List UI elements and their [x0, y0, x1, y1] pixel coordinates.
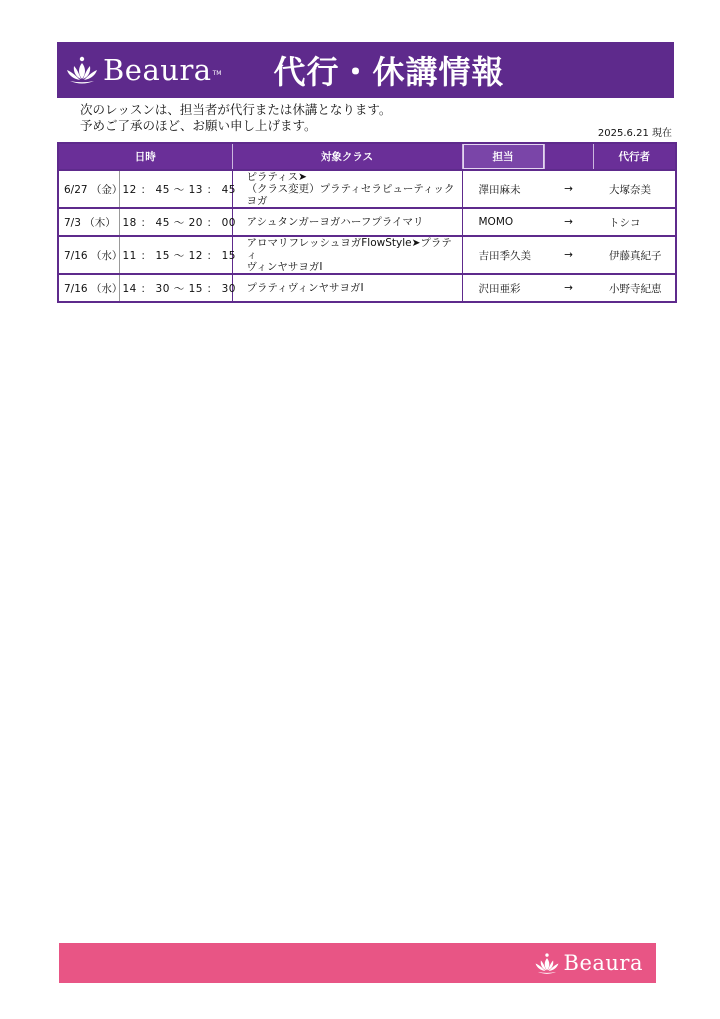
row-date: 7/16 （水） — [58, 274, 119, 302]
row-instructor: 吉田季久美 — [462, 236, 544, 274]
row-time: 18 ： 45 〜 20 ： 00 — [119, 208, 232, 236]
lotus-icon — [65, 55, 99, 85]
row-instructor: MOMO — [462, 208, 544, 236]
row-arrow: → — [544, 236, 593, 274]
row-class — [232, 274, 462, 302]
row-class — [232, 170, 462, 208]
row-time: 14 ： 30 〜 15 ： 30 — [119, 274, 232, 302]
header-datetime: 日時 — [58, 143, 232, 170]
notice-line-2: 予めご了承のほど、お願い申し上げます。 — [80, 118, 317, 133]
row-arrow: → — [544, 274, 593, 302]
brand-name: Beaura — [103, 53, 212, 87]
row-substitute: 伊藤真紀子 — [593, 236, 676, 274]
row-class — [232, 236, 462, 274]
row-substitute: 小野寺紀恵 — [593, 274, 676, 302]
notice-text — [80, 102, 391, 134]
row-instructor: 澤田麻未 — [462, 170, 544, 208]
lotus-icon — [534, 952, 560, 975]
header-instructor: 担当 — [462, 143, 544, 170]
row-class-line-1: プラティヴィンヤサヨガⅠ — [246, 282, 364, 294]
row-class-line-2: （クラス変更）プラティセラピューティックヨガ — [246, 183, 455, 207]
footer-brand-name: Beaura — [563, 951, 643, 975]
schedule-table — [57, 142, 677, 303]
row-substitute: 大塚奈美 — [593, 170, 676, 208]
row-class-line-1: アシュタンガーヨガハーフプライマリ — [246, 216, 424, 228]
table-row — [58, 274, 676, 302]
header-blank — [544, 143, 593, 170]
table-row — [58, 170, 676, 208]
row-substitute: トシコ — [593, 208, 676, 236]
header-banner — [57, 42, 674, 98]
table-row — [58, 208, 676, 236]
table-row — [58, 236, 676, 274]
row-arrow: → — [544, 170, 593, 208]
trademark-mark: TM — [212, 70, 222, 77]
row-time: 12 ： 45 〜 13 ： 45 — [119, 170, 232, 208]
row-class-line-1: ピラティス➤ — [246, 171, 307, 183]
row-class-line-1: アロマリフレッシュヨガFlowStyle➤プラティ — [246, 237, 452, 261]
as-of-date: 2025.6.21 現在 — [597, 128, 672, 139]
header-substitute: 代行者 — [593, 143, 676, 170]
row-date: 7/3 （木） — [58, 208, 119, 236]
row-arrow: → — [544, 208, 593, 236]
row-class — [232, 208, 462, 236]
notice-line-1: 次のレッスンは、担当者が代行または休講となります。 — [80, 102, 392, 117]
brand-logo — [65, 53, 221, 87]
row-date: 6/27 （金） — [58, 170, 119, 208]
row-class-line-2: ヴィンヤサヨガⅠ — [246, 261, 323, 273]
footer-logo — [534, 951, 656, 975]
page-title: 代行・休講情報 — [273, 53, 505, 91]
header-class: 対象クラス — [232, 143, 462, 170]
table-header-row — [58, 143, 676, 170]
row-date: 7/16 （水） — [58, 236, 119, 274]
footer-banner — [59, 943, 656, 983]
row-time: 11 ： 15 〜 12 ： 15 — [119, 236, 232, 274]
row-instructor: 沢田亜彩 — [462, 274, 544, 302]
